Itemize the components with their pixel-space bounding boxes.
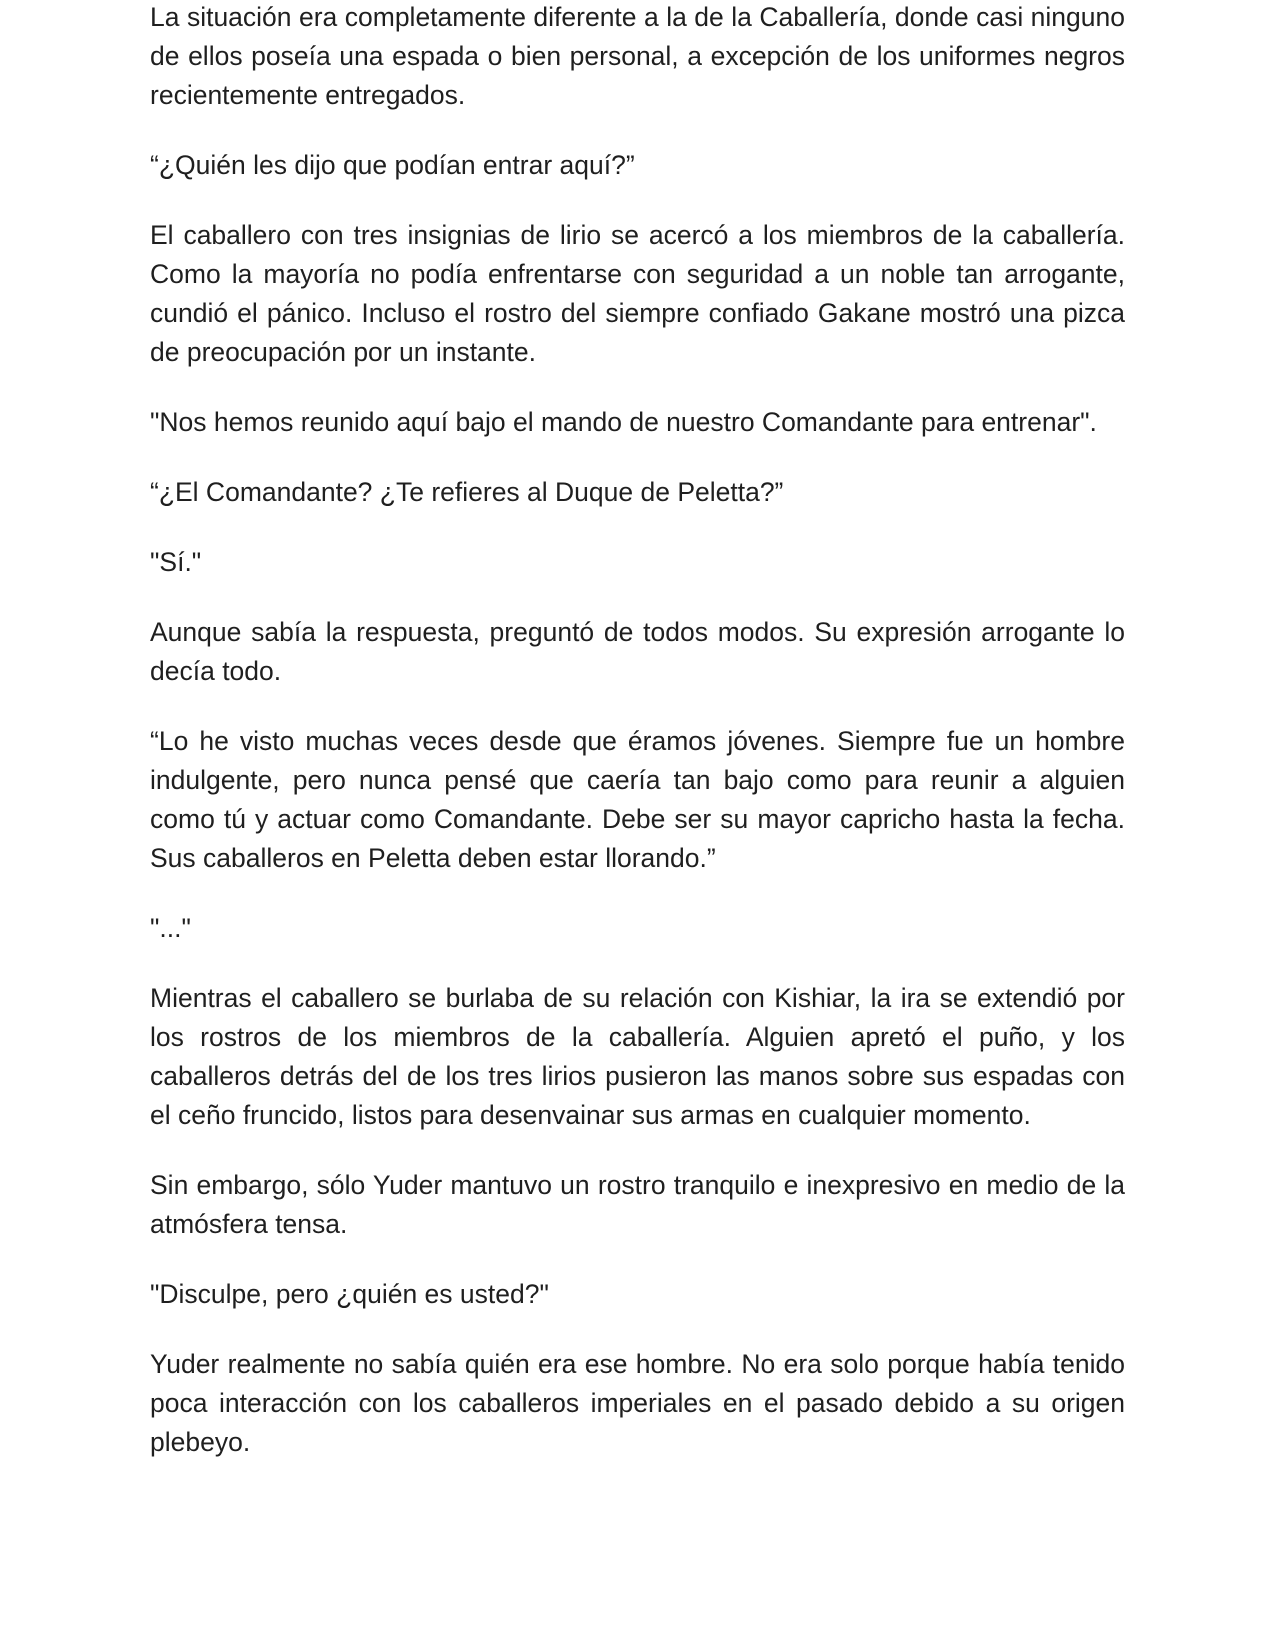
paragraph-13: Yuder realmente no sabía quién era ese hombre. No era solo porque había tenido poca interacción con los caballeros imperiales en el pasado debido a su origen plebeyo. bbox=[150, 1349, 1125, 1457]
paragraph-6: "Sí." bbox=[150, 547, 202, 577]
paragraph-7: Aunque sabía la respuesta, preguntó de todos modos. Su expresión arrogante lo decía todo. bbox=[150, 617, 1125, 686]
paragraph-10: Mientras el caballero se burlaba de su relación con Kishiar, la ira se extendió por los rostros de los miembros de la caballería. Alguien apretó el puño, y los caballeros detrás del de los tres lirios pusieron las manos sobre sus espadas con el ceño fruncido, listos para desenvainar sus armas en cualquier momento. bbox=[150, 983, 1125, 1130]
document-page bbox=[150, 0, 1125, 1493]
paragraph-8: “Lo he visto muchas veces desde que éramos jóvenes. Siempre fue un hombre indulgente, pero nunca pensé que caería tan bajo como para reunir a alguien como tú y actuar como Comandante. Debe ser su mayor capricho hasta la fecha. Sus caballeros en Peletta deben estar llorando.” bbox=[150, 726, 1125, 873]
paragraph-5: “¿El Comandante? ¿Te refieres al Duque de Peletta?” bbox=[150, 477, 784, 507]
paragraph-11: Sin embargo, sólo Yuder mantuvo un rostro tranquilo e inexpresivo en medio de la atmósfera tensa. bbox=[150, 1170, 1125, 1239]
paragraph-1: La situación era completamente diferente a la de la Caballería, donde casi ninguno de ellos poseía una espada o bien personal, a excepción de los uniformes negros recientemente entregados. bbox=[150, 2, 1125, 110]
paragraph-12: "Disculpe, pero ¿quién es usted?" bbox=[150, 1279, 549, 1309]
paragraph-2: “¿Quién les dijo que podían entrar aquí?” bbox=[150, 150, 635, 180]
paragraph-4: "Nos hemos reunido aquí bajo el mando de nuestro Comandante para entrenar". bbox=[150, 407, 1097, 437]
paragraph-3: El caballero con tres insignias de lirio se acercó a los miembros de la caballería. Como la mayoría no podía enfrentarse con seguridad a un noble tan arrogante, cundió el pánico. Incluso el rostro del siempre confiado Gakane mostró una pizca de preocupación por un instante. bbox=[150, 220, 1125, 367]
paragraph-9: "..." bbox=[150, 913, 191, 943]
